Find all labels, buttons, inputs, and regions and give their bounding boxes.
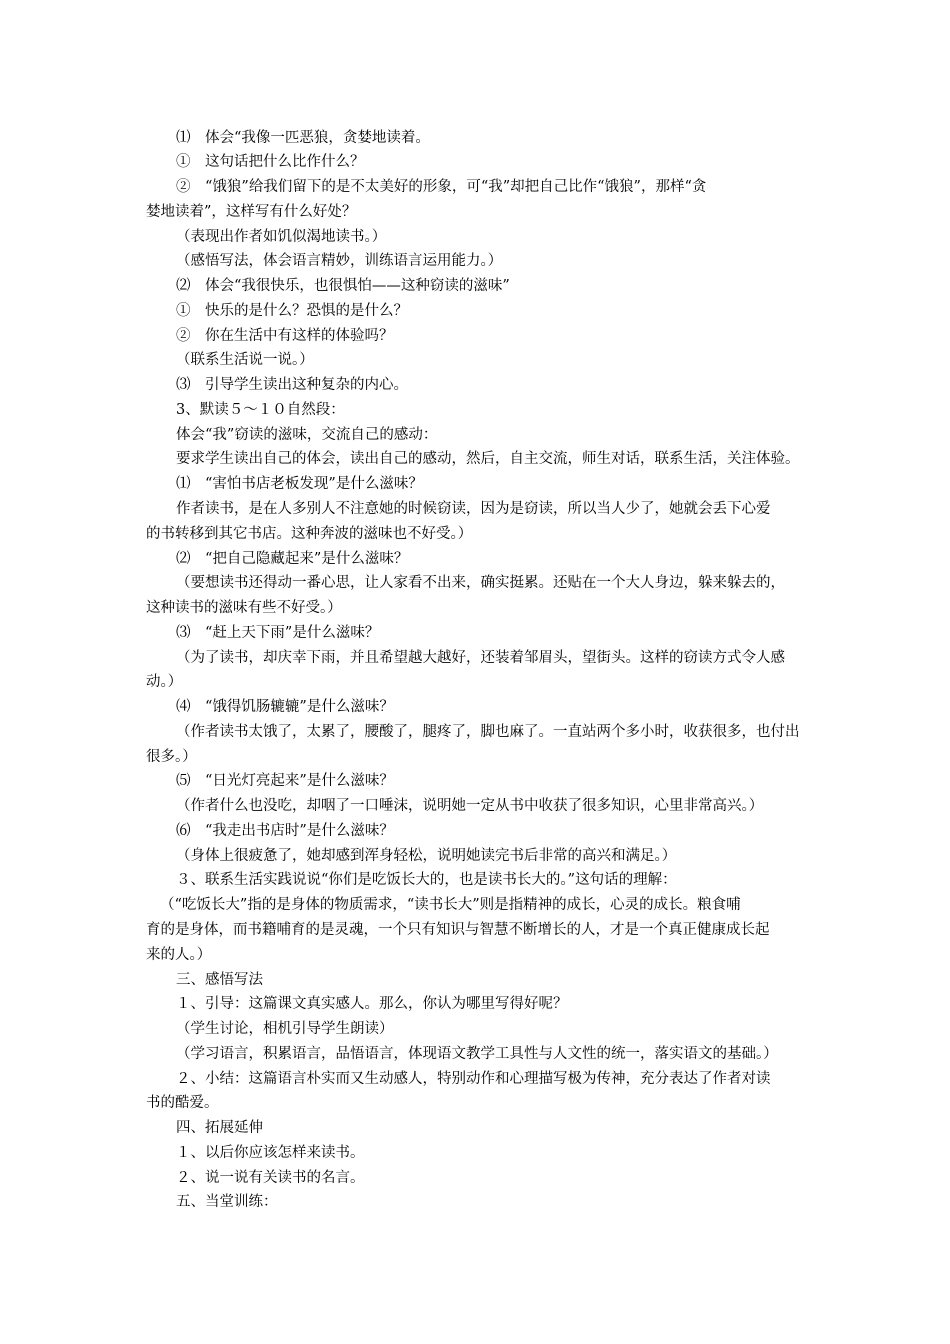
text-line: （感悟写法，体会语言精妙，训练语言运用能力。）: [176, 253, 503, 269]
section-heading: 四、拓展延伸: [176, 1120, 263, 1136]
text-line: 体会“我”窃读的滋味，交流自己的感动：: [176, 427, 438, 443]
text-line: （“吃饭长大”指的是身体的物质需求，“读书长大”则是指精神的成长，心灵的成长。粮食哺: [160, 897, 741, 913]
text-line: ⑹ “我走出书店时”是什么滋味？: [176, 823, 394, 839]
text-line: （作者什么也没吃，却咽了一口唾沫，说明她一定从书中收获了很多知识，心里非常高兴。）: [176, 798, 764, 814]
text-line: 3、默读５～１０自然段：: [176, 402, 345, 418]
text-line: 要求学生读出自己的体会，读出自己的感动，然后，自主交流，师生对话，联系生活，关注体验。: [176, 451, 800, 467]
text-line: ３、联系生活实践说说“你们是吃饭长大的，也是读书长大的。”这句话的理解：: [176, 872, 677, 888]
section-heading: 五、当堂训练：: [176, 1194, 278, 1210]
text-line: ⑶ 引导学生读出这种复杂的内心。: [176, 377, 408, 393]
text-line: ２、说一说有关读书的名言。: [176, 1170, 365, 1186]
text-line: 很多。）: [146, 749, 197, 765]
text-line: （为了读书，却庆幸下雨，并且希望越大越好，还装着邹眉头，望街头。这样的窃读方式令人感: [176, 650, 785, 666]
text-line: 的书转移到其它书店。这种奔波的滋味也不好受。）: [146, 526, 473, 542]
text-line: （学习语言，积累语言，品悟语言，体现语文教学工具性与人文性的统一，落实语文的基础。）: [176, 1046, 778, 1062]
text-line: （学生讨论，相机引导学生朗读）: [176, 1021, 394, 1037]
text-line: 来的人。）: [146, 947, 212, 963]
text-line: 书的酷爱。: [146, 1095, 219, 1111]
text-line: 育的是身体，而书籍哺育的是灵魂，一个只有知识与智慧不断增长的人，才是一个真正健康成长起: [146, 922, 770, 938]
text-line: 婪地读着”，这样写有什么好处？: [146, 204, 357, 220]
text-line: 这种读书的滋味有些不好受。）: [146, 600, 342, 616]
text-line: ⑴ “害怕书店老板发现”是什么滋味？: [176, 476, 423, 492]
text-line: （作者读书太饿了，太累了，腰酸了，腿疼了，脚也麻了。一直站两个多小时，收获很多，也付出: [176, 724, 800, 740]
text-line: ⑵ 体会“我很快乐，也很惧怕——这种窃读的滋味”: [176, 278, 510, 294]
text-line: ② “饿狼”给我们留下的是不太美好的形象，可“我”却把自己比作“饿狼”，那样“贪: [176, 179, 707, 195]
text-line: （要想读书还得动一番心思，让人家看不出来，确实挺累。还贴在一个大人身边，躲来躲去的，: [176, 575, 785, 591]
text-line: 作者读书，是在人多别人不注意她的时候窃读，因为是窃读，所以当人少了，她就会丢下心爱: [176, 501, 771, 517]
text-line: （身体上很疲惫了，她却感到浑身轻松，说明她读完书后非常的高兴和满足。）: [176, 848, 677, 864]
text-line: ① 快乐的是什么？恐惧的是什么？: [176, 303, 408, 319]
text-line: ２、小结：这篇语言朴实而又生动感人，特别动作和心理描写极为传神，充分表达了作者对读: [176, 1071, 771, 1087]
text-line: ① 这句话把什么比作什么？: [176, 154, 365, 170]
text-line: １、引导：这篇课文真实感人。那么，你认为哪里写得好呢？: [176, 996, 568, 1012]
text-line: 动。）: [146, 674, 183, 690]
text-line: ⑷ “饿得饥肠辘辘”是什么滋味？: [176, 699, 394, 715]
section-heading: 三、感悟写法: [176, 972, 263, 988]
text-line: １、以后你应该怎样来读书。: [176, 1145, 365, 1161]
text-line: （表现出作者如饥似渴地读书。）: [176, 229, 387, 245]
text-line: ⑴ 体会“我像一匹恶狼，贪婪地读着。: [176, 130, 430, 146]
text-line: （联系生活说一说。）: [176, 352, 314, 368]
text-line: ② 你在生活中有这样的体验吗？: [176, 328, 394, 344]
text-line: ⑶ “赶上天下雨”是什么滋味？: [176, 625, 380, 641]
text-line: ⑵ “把自己隐藏起来”是什么滋味？: [176, 551, 409, 567]
text-line: ⑸ “日光灯亮起来”是什么滋味？: [176, 773, 394, 789]
